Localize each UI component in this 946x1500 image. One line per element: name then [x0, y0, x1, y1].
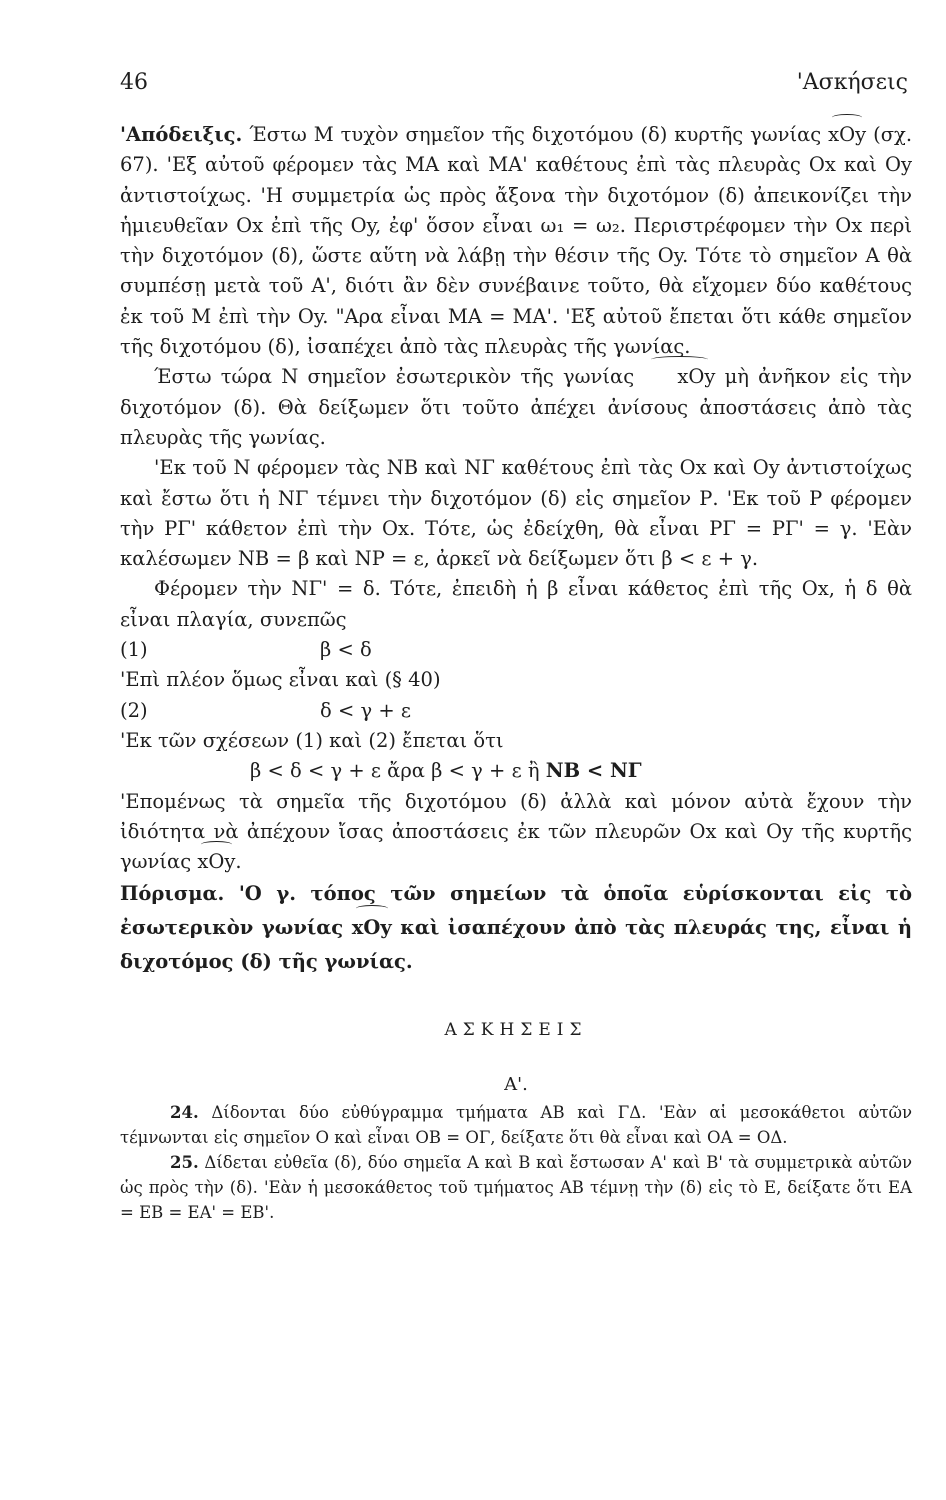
equation-1 [120, 635, 912, 665]
equation-2 [120, 696, 912, 726]
exercises-section: Α'. [504, 1073, 528, 1095]
angle-xoy: xOy [643, 362, 715, 392]
exercise-text: Δίδεται εὐθεῖα (δ), δύο σημεῖα Α καὶ Β καὶ ἔστωσαν Α' καὶ Β' τὰ συμμετρικὰ αὐτῶν ὡς πρὸς τὴν (δ). 'Εὰν ἡ μεσοκάθετος τοῦ τμήματος ΑΒ τέμνῃ τὴν (δ) εἰς τὸ Ε, δείξατε ὅτι ΕΑ = ΕΒ = ΕΑ' = ΕΒ'. [120, 1153, 912, 1223]
corollary-label: Πόρισμα. [120, 882, 225, 906]
corollary [120, 877, 912, 979]
proof-text-2a: Έστω τώρα Ν σημεῖον ἐσωτερικὸν τῆς γωνίας [154, 365, 635, 389]
main-text [120, 120, 912, 1225]
equation-1-number: (1) [120, 638, 148, 662]
equation-3 [120, 756, 912, 786]
proof-paragraph-2 [120, 362, 912, 453]
proof-text-1b: (σχ. 67). 'Εξ αὐτοῦ φέρομεν τὰς ΜΑ καὶ ΜΑ' καθέτους ἐπὶ τὰς πλευρὰς Ox καὶ Oy ἀντιστοίχως. 'Η συμμετρία ὡς πρὸς ἄξονα τὴν διχοτόμον (δ) ἀπεικονίζει τὴν ἡμιευθεῖαν Ox ἐπὶ τῆς Oy, ἐφ' ὅσον εἶναι ω₁ = ω₂. Περιστρέφομεν τὴν Ox περὶ τὴν διχοτόμον (δ), ὥστε αὕτη νὰ λάβῃ τὴν θέσιν τῆς Oy. Τότε τὸ σημεῖον Α θὰ συμπέσῃ μετὰ τοῦ Α', διότι ἂν δὲν συνέβαινε τοῦτο, θὰ εἴχομεν δύο καθέτους ἐκ τοῦ Μ ἐπὶ τὴν Oy. "Αρα εἶναι ΜΑ = ΜΑ'. 'Εξ αὐτοῦ ἔπεται ὅτι κάθε σημεῖον τῆς διχοτόμου (δ), ἰσαπέχει ἀπὸ τὰς πλευρὰς τῆς γωνίας. [120, 123, 913, 359]
equation-3-conclusion: ΝΒ < ΝΓ [545, 759, 642, 783]
proof-paragraph-4: Φέρομεν τὴν ΝΓ' = δ. Τότε, ἐπειδὴ ἡ β εἶναι κάθετος ἐπὶ τῆς Ox, ἡ δ θὰ εἶναι πλαγία, συνεπῶς [120, 577, 912, 631]
equation-2-body: δ < γ + ε [320, 698, 411, 722]
exercise-25 [120, 1150, 912, 1225]
proof-label: 'Απόδειξις. [120, 123, 243, 146]
page-number: 46 [120, 70, 148, 95]
equation-2-number: (2) [120, 698, 148, 722]
exercises-heading: ΑΣΚΗΣΕΙΣ [444, 1020, 588, 1041]
proof-text-1a: Έστω Μ τυχὸν σημεῖον τῆς διχοτόμου (δ) κυρτῆς γωνίας [249, 123, 822, 146]
exercise-text: Δίδονται δύο εὐθύγραμμα τμήματα ΑΒ καὶ ΓΔ. 'Εὰν αἱ μεσοκάθετοι αὐτῶν τέμνωνται εἰς σημεῖον Ο καὶ εἶναι ΟΒ = ΟΓ, δείξατε ὅτι θὰ εἶναι καὶ ΟΑ = ΟΔ. [120, 1103, 912, 1148]
angle-xoy: xOy [197, 847, 235, 877]
exercise-number: 24. [170, 1103, 199, 1123]
proof-text-7a: 'Επομένως τὰ σημεῖα τῆς διχοτόμου (δ) ἀλλὰ καὶ μόνον αὐτὰ ἔχουν τὴν ἰδιότητα νὰ ἀπέχουν ἴσας ἀποστάσεις ἐκ τῶν πλευρῶν Ox καὶ Oy τῆς κυρτῆς γωνίας [120, 789, 912, 874]
proof-text-2b: μὴ ἀνῆκον εἰς τὴν διχοτόμον (δ). Θὰ δείξωμεν ὅτι τοῦτο ἀπέχει ἀνίσους ἀποστάσεις ἀπὸ τὰς πλευρὰς τῆς γωνίας. [120, 365, 912, 449]
proof-paragraph-1 [120, 120, 912, 362]
proof-paragraph-3: 'Εκ τοῦ Ν φέρομεν τὰς ΝΒ καὶ ΝΓ καθέτους ἐπὶ τὰς Ox καὶ Oy ἀντιστοίχως καὶ ἔστω ὅτι ἡ ΝΓ τέμνει τὴν διχοτόμον (δ) εἰς σημεῖον Ρ. 'Εκ τοῦ Ρ φέρομεν τὴν ΡΓ' κάθετον ἐπὶ τὴν Ox. Τότε, ὡς ἐδείχθη, θὰ εἶναι ΡΓ = ΡΓ' = γ. 'Εὰν καλέσωμεν ΝΒ = β καὶ ΝΡ = ε, ἀρκεῖ νὰ δείξωμεν ὅτι β < ε + γ. [120, 456, 912, 571]
exercise-number: 25. [170, 1153, 199, 1173]
equation-1-body: β < δ [320, 638, 372, 662]
proof-text-7b: . [235, 850, 242, 874]
equation-3-body: β < δ < γ + ε ἄρα β < γ + ε ἢ [250, 759, 540, 783]
angle-xoy: xOy [828, 120, 866, 150]
running-head [120, 70, 908, 98]
chapter-title: 'Ασκήσεις [796, 70, 908, 95]
proof-paragraph-7 [120, 787, 912, 878]
proof-paragraph-6: 'Εκ τῶν σχέσεων (1) καὶ (2) ἔπεται ὅτι [120, 728, 504, 752]
corollary-text-a: 'Ο γ. τόπος τῶν σημείων τὰ ὁποῖα εὑρίσκονται εἰς τὸ ἐσωτερικὸν γωνίας [120, 882, 913, 940]
corollary-text-b: καὶ ἰσαπέχουν ἀπὸ τὰς πλευράς της, εἶναι ἡ διχοτόμος (δ) τῆς γωνίας. [120, 916, 913, 974]
angle-xoy: xOy [352, 911, 392, 945]
proof-paragraph-5: 'Επὶ πλέον ὅμως εἶναι καὶ (§ 40) [120, 668, 441, 692]
exercise-24 [120, 1100, 912, 1150]
